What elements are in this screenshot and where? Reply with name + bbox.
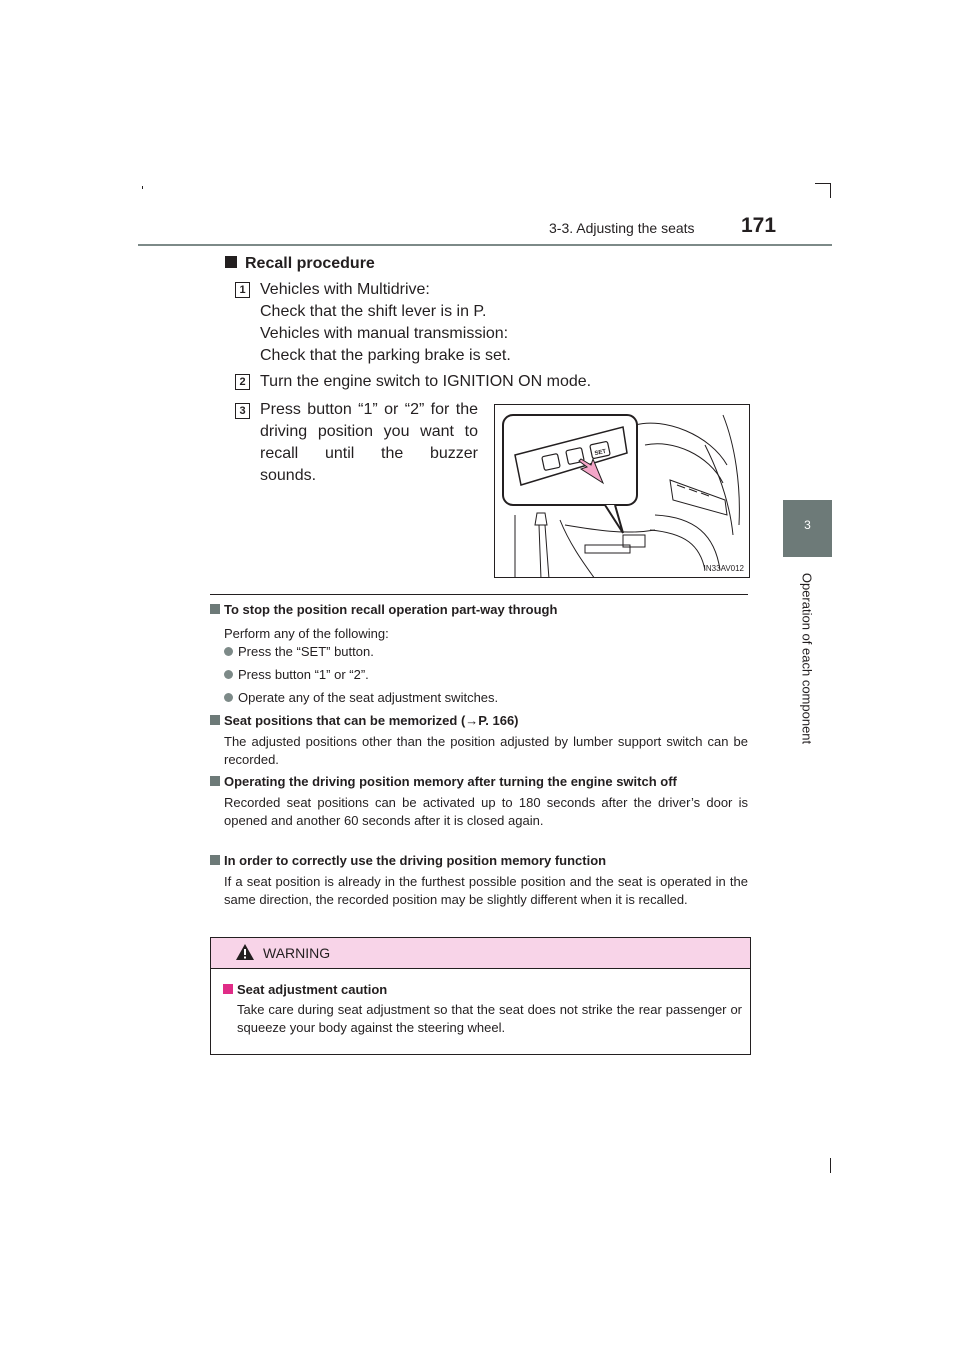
square-bullet-icon	[210, 855, 220, 865]
door-panel-illustration	[495, 405, 750, 578]
chapter-title: Operation of each component	[799, 572, 815, 745]
memory-button-illustration	[494, 404, 750, 578]
chapter-tab	[783, 500, 832, 557]
warning-triangle-icon	[235, 943, 255, 961]
square-bullet-icon	[210, 604, 220, 614]
note-engine-off: Operating the driving position memory after turning the engine switch off Recorded seat positions can be activated up to 180 seconds after the driver’s door is opened and another 60 seconds after it is closed again.	[210, 773, 748, 830]
crop-mark	[815, 183, 830, 184]
square-bullet-icon	[210, 776, 220, 786]
step-3-text: Press button “1” or “2” for the driving position you want to recall until the buzzer sounds.	[260, 401, 478, 484]
warning-box	[210, 937, 751, 1055]
header-rule	[138, 244, 832, 246]
square-bullet-icon	[225, 256, 237, 268]
step-2-text: Turn the engine switch to IGNITION ON mode.	[260, 373, 592, 390]
square-bullet-icon	[223, 984, 233, 994]
set-button-label: SET	[594, 448, 607, 458]
page-number: 171	[741, 214, 777, 237]
warning-body: Take care during seat adjustment so that the seat does not strike the rear passenger or squeeze your body against the steering wheel.	[237, 1002, 742, 1035]
note-stop-recall: To stop the position recall operation part-way through Perform any of the following:	[210, 601, 748, 643]
bullet-item: Operate any of the seat adjustment switches.	[224, 690, 498, 705]
bullet-dot-icon	[224, 693, 233, 702]
warning-header	[211, 938, 750, 969]
step-number-2: 2	[235, 374, 250, 390]
recall-heading: Recall procedure	[225, 255, 375, 273]
chapter-number: 3	[804, 518, 811, 532]
step-number-3: 3	[235, 403, 250, 419]
warning-label: WARNING	[263, 945, 331, 961]
bullet-dot-icon	[224, 670, 233, 679]
section-header: 3-3. Adjusting the seats	[549, 220, 695, 236]
note-seat-positions: Seat positions that can be memorized (→P. 166) The adjusted positions other than the position adjusted by lumber support switch can be recorded.	[210, 712, 748, 769]
warning-title: Seat adjustment caution	[223, 982, 387, 997]
figure-code: IN33AV012	[703, 564, 744, 573]
square-bullet-icon	[210, 715, 220, 725]
bullet-item: Press the “SET” button.	[224, 644, 374, 659]
chapter-title-vertical	[797, 566, 817, 756]
step-1-text: Vehicles with Multidrive: Check that the shift lever is in P. Vehicles with manual transmission: Check that the parking brake is set.	[260, 281, 511, 364]
step-number-1: 1	[235, 282, 250, 298]
bullet-dot-icon	[224, 647, 233, 656]
bullet-item: Press button “1” or “2”.	[224, 667, 369, 682]
crop-mark	[830, 183, 831, 198]
section-divider	[210, 594, 748, 595]
crop-mark	[142, 186, 143, 189]
note-correct-use: In order to correctly use the driving position memory function If a seat position is already in the furthest possible position and the seat is operated in the same direction, the recorded position may be slightly different when it is recalled.	[210, 852, 748, 909]
crop-mark	[830, 1158, 831, 1173]
